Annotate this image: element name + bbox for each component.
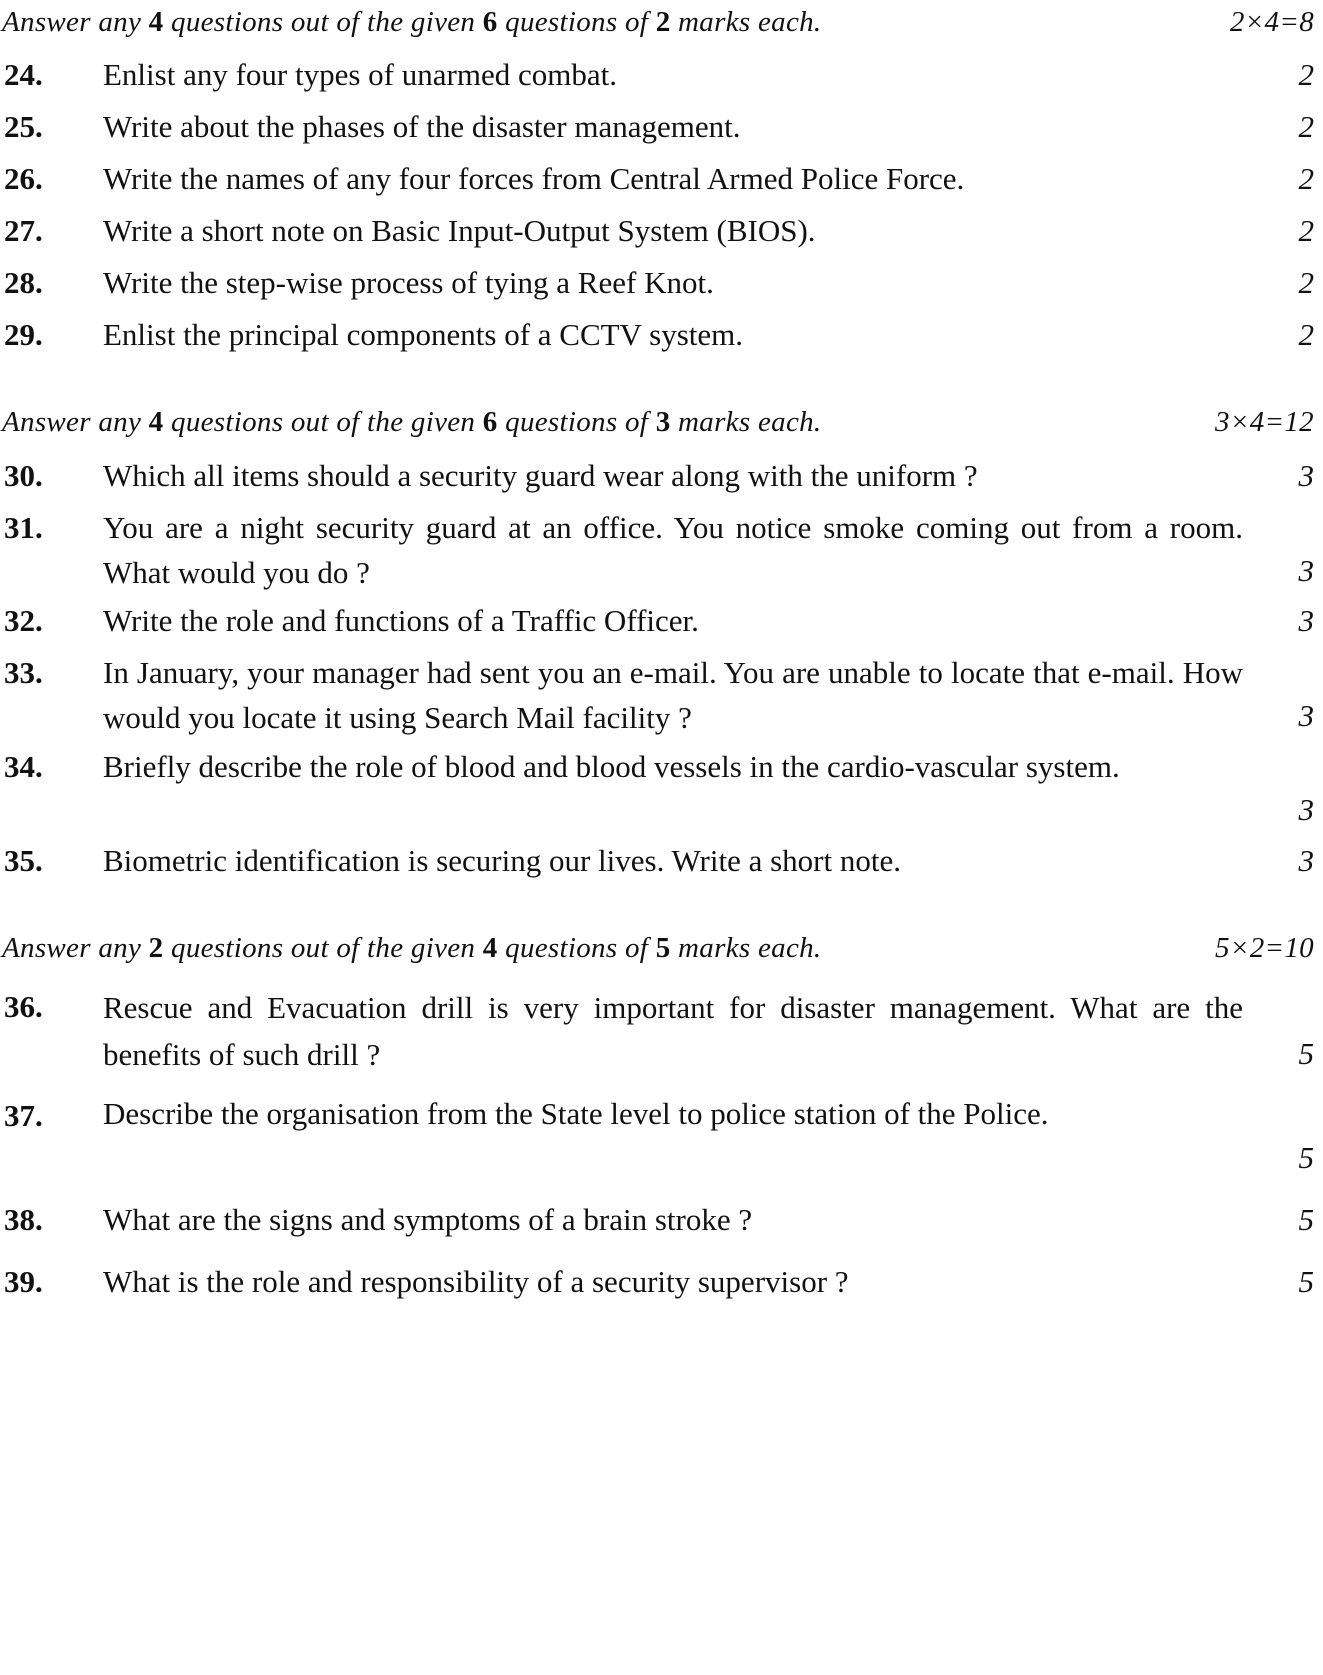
question-marks: 5 xyxy=(1298,1140,1314,1175)
question-number: 37. xyxy=(4,1098,43,1133)
question-marks: 2 xyxy=(1298,57,1314,92)
section-instruction-5-marks xyxy=(2,930,1314,966)
instruction-text: marks each. xyxy=(670,6,822,38)
instruction-marks: 3 xyxy=(655,406,671,438)
question-marks: 3 xyxy=(1298,698,1314,733)
question-text: Which all items should a security guard wear along with the uniform ? xyxy=(103,458,978,493)
instruction-count: 6 xyxy=(482,6,498,38)
question-number: 24. xyxy=(4,57,43,92)
question-number: 25. xyxy=(4,109,43,144)
question-number: 27. xyxy=(4,213,43,248)
question-marks: 2 xyxy=(1298,161,1314,196)
instruction-count: 4 xyxy=(148,406,164,438)
question-marks: 5 xyxy=(1298,1264,1314,1299)
instruction-text: questions out of the given xyxy=(163,932,483,964)
instruction-text: Answer any xyxy=(2,406,149,438)
question-number: 36. xyxy=(4,989,43,1024)
question-text: Enlist any four types of unarmed combat. xyxy=(103,57,617,92)
question-number: 28. xyxy=(4,265,43,300)
question-text: You are a night security guard at an office. You notice smoke coming out from a room. What would you do ? xyxy=(103,510,1243,590)
section-total-marks: 5×2=10 xyxy=(1215,932,1314,964)
question-text: What are the signs and symptoms of a brain stroke ? xyxy=(103,1202,753,1237)
question-marks: 5 xyxy=(1298,1036,1314,1071)
question-text: Write a short note on Basic Input-Output System (BIOS). xyxy=(103,213,816,248)
question-number: 32. xyxy=(4,603,43,638)
question-text: Describe the organisation from the State level to police station of the Police. xyxy=(103,1096,1049,1131)
section-instruction-2-marks xyxy=(2,4,1314,40)
question-marks: 5 xyxy=(1298,1202,1314,1237)
instruction-marks: 5 xyxy=(655,932,671,964)
question-marks: 3 xyxy=(1298,792,1314,827)
instruction-text: questions of xyxy=(497,6,656,38)
question-text: In January, your manager had sent you an e-mail. You are unable to locate that e-mail. How would you locate it using Search Mail facility ? xyxy=(103,655,1243,735)
instruction-count: 6 xyxy=(482,406,498,438)
instruction-text: marks each. xyxy=(670,932,822,964)
question-number: 26. xyxy=(4,161,43,196)
question-marks: 3 xyxy=(1298,603,1314,638)
question-marks: 2 xyxy=(1298,109,1314,144)
question-number: 33. xyxy=(4,655,43,690)
question-text: Briefly describe the role of blood and blood vessels in the cardio-vascular system. xyxy=(103,749,1120,784)
question-text: Write the names of any four forces from Central Armed Police Force. xyxy=(103,161,965,196)
question-number: 34. xyxy=(4,749,43,784)
section-instruction-3-marks xyxy=(2,404,1314,440)
instruction-count: 4 xyxy=(482,932,498,964)
instruction-text: questions of xyxy=(497,932,656,964)
instruction-text: Answer any xyxy=(2,6,149,38)
question-marks: 3 xyxy=(1298,553,1314,588)
instruction-count: 2 xyxy=(148,932,164,964)
question-text: Biometric identification is securing our lives. Write a short note. xyxy=(103,843,901,878)
question-number: 29. xyxy=(4,317,43,352)
question-number: 31. xyxy=(4,510,43,545)
question-text: Write the role and functions of a Traffic Officer. xyxy=(103,603,699,638)
question-number: 39. xyxy=(4,1264,43,1299)
instruction-text: marks each. xyxy=(670,406,822,438)
question-marks: 2 xyxy=(1298,265,1314,300)
instruction-count: 4 xyxy=(148,6,164,38)
question-text: Enlist the principal components of a CCTV system. xyxy=(103,317,744,352)
question-text: Write the step-wise process of tying a Reef Knot. xyxy=(103,265,714,300)
instruction-marks: 2 xyxy=(655,6,671,38)
question-text: Write about the phases of the disaster management. xyxy=(103,109,741,144)
section-total-marks: 3×4=12 xyxy=(1215,406,1314,438)
instruction-text: questions out of the given xyxy=(163,406,483,438)
instruction-text: questions of xyxy=(497,406,656,438)
question-marks: 3 xyxy=(1298,458,1314,493)
question-marks: 2 xyxy=(1298,213,1314,248)
instruction-text: questions out of the given xyxy=(163,6,483,38)
question-marks: 2 xyxy=(1298,317,1314,352)
question-text: Rescue and Evacuation drill is very important for disaster management. What are the benefits of such drill ? xyxy=(103,990,1243,1072)
question-number: 30. xyxy=(4,458,43,493)
question-number: 35. xyxy=(4,843,43,878)
instruction-text: Answer any xyxy=(2,932,149,964)
question-text: What is the role and responsibility of a security supervisor ? xyxy=(103,1264,849,1299)
question-number: 38. xyxy=(4,1202,43,1237)
question-marks: 3 xyxy=(1298,843,1314,878)
section-total-marks: 2×4=8 xyxy=(1229,6,1314,38)
